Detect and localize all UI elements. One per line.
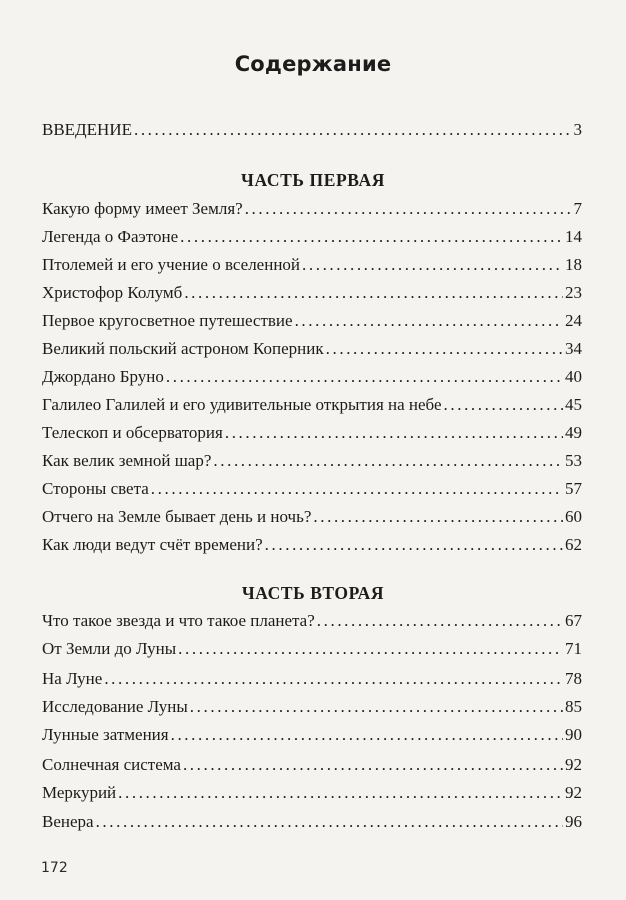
toc-entry	[42, 283, 582, 305]
toc-entry	[42, 725, 582, 747]
toc-entry-label: Первое кругосветное путешествие	[42, 311, 293, 330]
toc-entry-page: 40	[565, 367, 582, 386]
toc-entry-page: 7	[573, 199, 582, 218]
toc-entry-label: Галилео Галилей и его удивительные открытия на небе	[42, 395, 442, 414]
toc-entry-label: От Земли до Луны	[42, 639, 177, 658]
dot-leader	[213, 451, 563, 471]
toc-entry	[42, 395, 582, 417]
dot-leader	[151, 479, 563, 499]
dot-leader	[104, 669, 563, 689]
toc-entry	[42, 697, 582, 719]
dot-leader	[444, 395, 563, 415]
toc-entry-page: 57	[565, 479, 582, 498]
toc-entry-page: 62	[565, 535, 582, 554]
part-heading: ЧАСТЬ ВТОРАЯ	[241, 583, 385, 603]
toc-entry-label: Птолемей и его учение о вселенной	[42, 255, 301, 274]
dot-leader	[180, 227, 563, 247]
toc-entry	[42, 367, 582, 389]
toc-entry	[42, 423, 582, 445]
toc-entry	[42, 311, 582, 333]
dot-leader	[317, 611, 563, 631]
toc-entry-page: 3	[573, 120, 582, 139]
toc-entry-label: Венера	[42, 812, 94, 831]
toc-entry-label: Легенда о Фаэтоне	[42, 227, 179, 246]
toc-entry-page: 78	[565, 669, 582, 688]
toc-entry	[42, 255, 582, 277]
toc-entry-page: 60	[565, 507, 582, 526]
toc-entry-label: На Луне	[42, 669, 103, 688]
toc-entry-page: 85	[565, 697, 582, 716]
toc-entry-label: Исследование Луны	[42, 697, 188, 716]
dot-leader	[166, 367, 563, 387]
dot-leader	[225, 423, 563, 443]
toc-entry-page: 23	[565, 283, 582, 302]
toc-entry-page: 18	[565, 255, 582, 274]
toc-entry-label: Стороны света	[42, 479, 149, 498]
toc-entry-label: Как люди ведут счёт времени?	[42, 535, 263, 554]
toc-entry-page: 67	[565, 611, 582, 630]
toc-entry-label: Джордано Бруно	[42, 367, 164, 386]
dot-leader	[118, 783, 563, 803]
toc-entry-page: 45	[565, 395, 582, 414]
toc-entry	[42, 479, 582, 501]
toc-entry-label: Великий польский астроном Коперник	[42, 339, 324, 358]
toc-entry-label: Как велик земной шар?	[42, 451, 212, 470]
toc-entry	[42, 199, 582, 221]
toc-entry	[42, 339, 582, 361]
toc-entry-label: Отчего на Земле бывает день и ночь?	[42, 507, 312, 526]
dot-leader	[184, 283, 563, 303]
toc-entry-page: 14	[565, 227, 582, 246]
toc-entry-page: 92	[565, 783, 582, 802]
dot-leader	[295, 311, 563, 331]
toc-entry	[42, 639, 582, 661]
toc-entry-label: Какую форму имеет Земля?	[42, 199, 243, 218]
toc-entry-page: 53	[565, 451, 582, 470]
toc-entry-page: 92	[565, 755, 582, 774]
toc-entry-label: ВВЕДЕНИЕ	[42, 120, 132, 139]
toc-entry-label: Меркурий	[42, 783, 117, 802]
toc-entry-page: 34	[565, 339, 582, 358]
toc-entry	[42, 812, 582, 834]
toc-entry-label: Солнечная система	[42, 755, 181, 774]
dot-leader	[96, 812, 563, 832]
dot-leader	[134, 120, 572, 140]
dot-leader	[326, 339, 563, 359]
dot-leader	[313, 507, 563, 527]
page-number: 172	[41, 860, 68, 876]
toc-entry-page: 90	[565, 725, 582, 744]
toc-entry-page: 96	[565, 812, 582, 831]
toc-entry	[42, 451, 582, 473]
toc-entry	[42, 669, 582, 691]
toc-entry-label: Христофор Колумб	[42, 283, 183, 302]
dot-leader	[245, 199, 572, 219]
toc-entry	[42, 611, 582, 633]
toc-entry-introduction	[42, 120, 582, 142]
toc-entry-page: 24	[565, 311, 582, 330]
toc-entry-label: Телескоп и обсерватория	[42, 423, 223, 442]
dot-leader	[171, 725, 563, 745]
toc-entry-label: Лунные затмения	[42, 725, 169, 744]
page-title: Содержание	[234, 52, 392, 76]
dot-leader	[265, 535, 563, 555]
toc-entry-page: 49	[565, 423, 582, 442]
part-heading: ЧАСТЬ ПЕРВАЯ	[241, 170, 385, 190]
toc-entry	[42, 227, 582, 249]
dot-leader	[183, 755, 563, 775]
dot-leader	[178, 639, 563, 659]
toc-entry	[42, 755, 582, 777]
toc-entry	[42, 783, 582, 805]
toc-entry	[42, 535, 582, 557]
dot-leader	[302, 255, 563, 275]
toc-entry-page: 71	[565, 639, 582, 658]
toc-entry	[42, 507, 582, 529]
dot-leader	[190, 697, 563, 717]
toc-entry-label: Что такое звезда и что такое планета?	[42, 611, 315, 630]
